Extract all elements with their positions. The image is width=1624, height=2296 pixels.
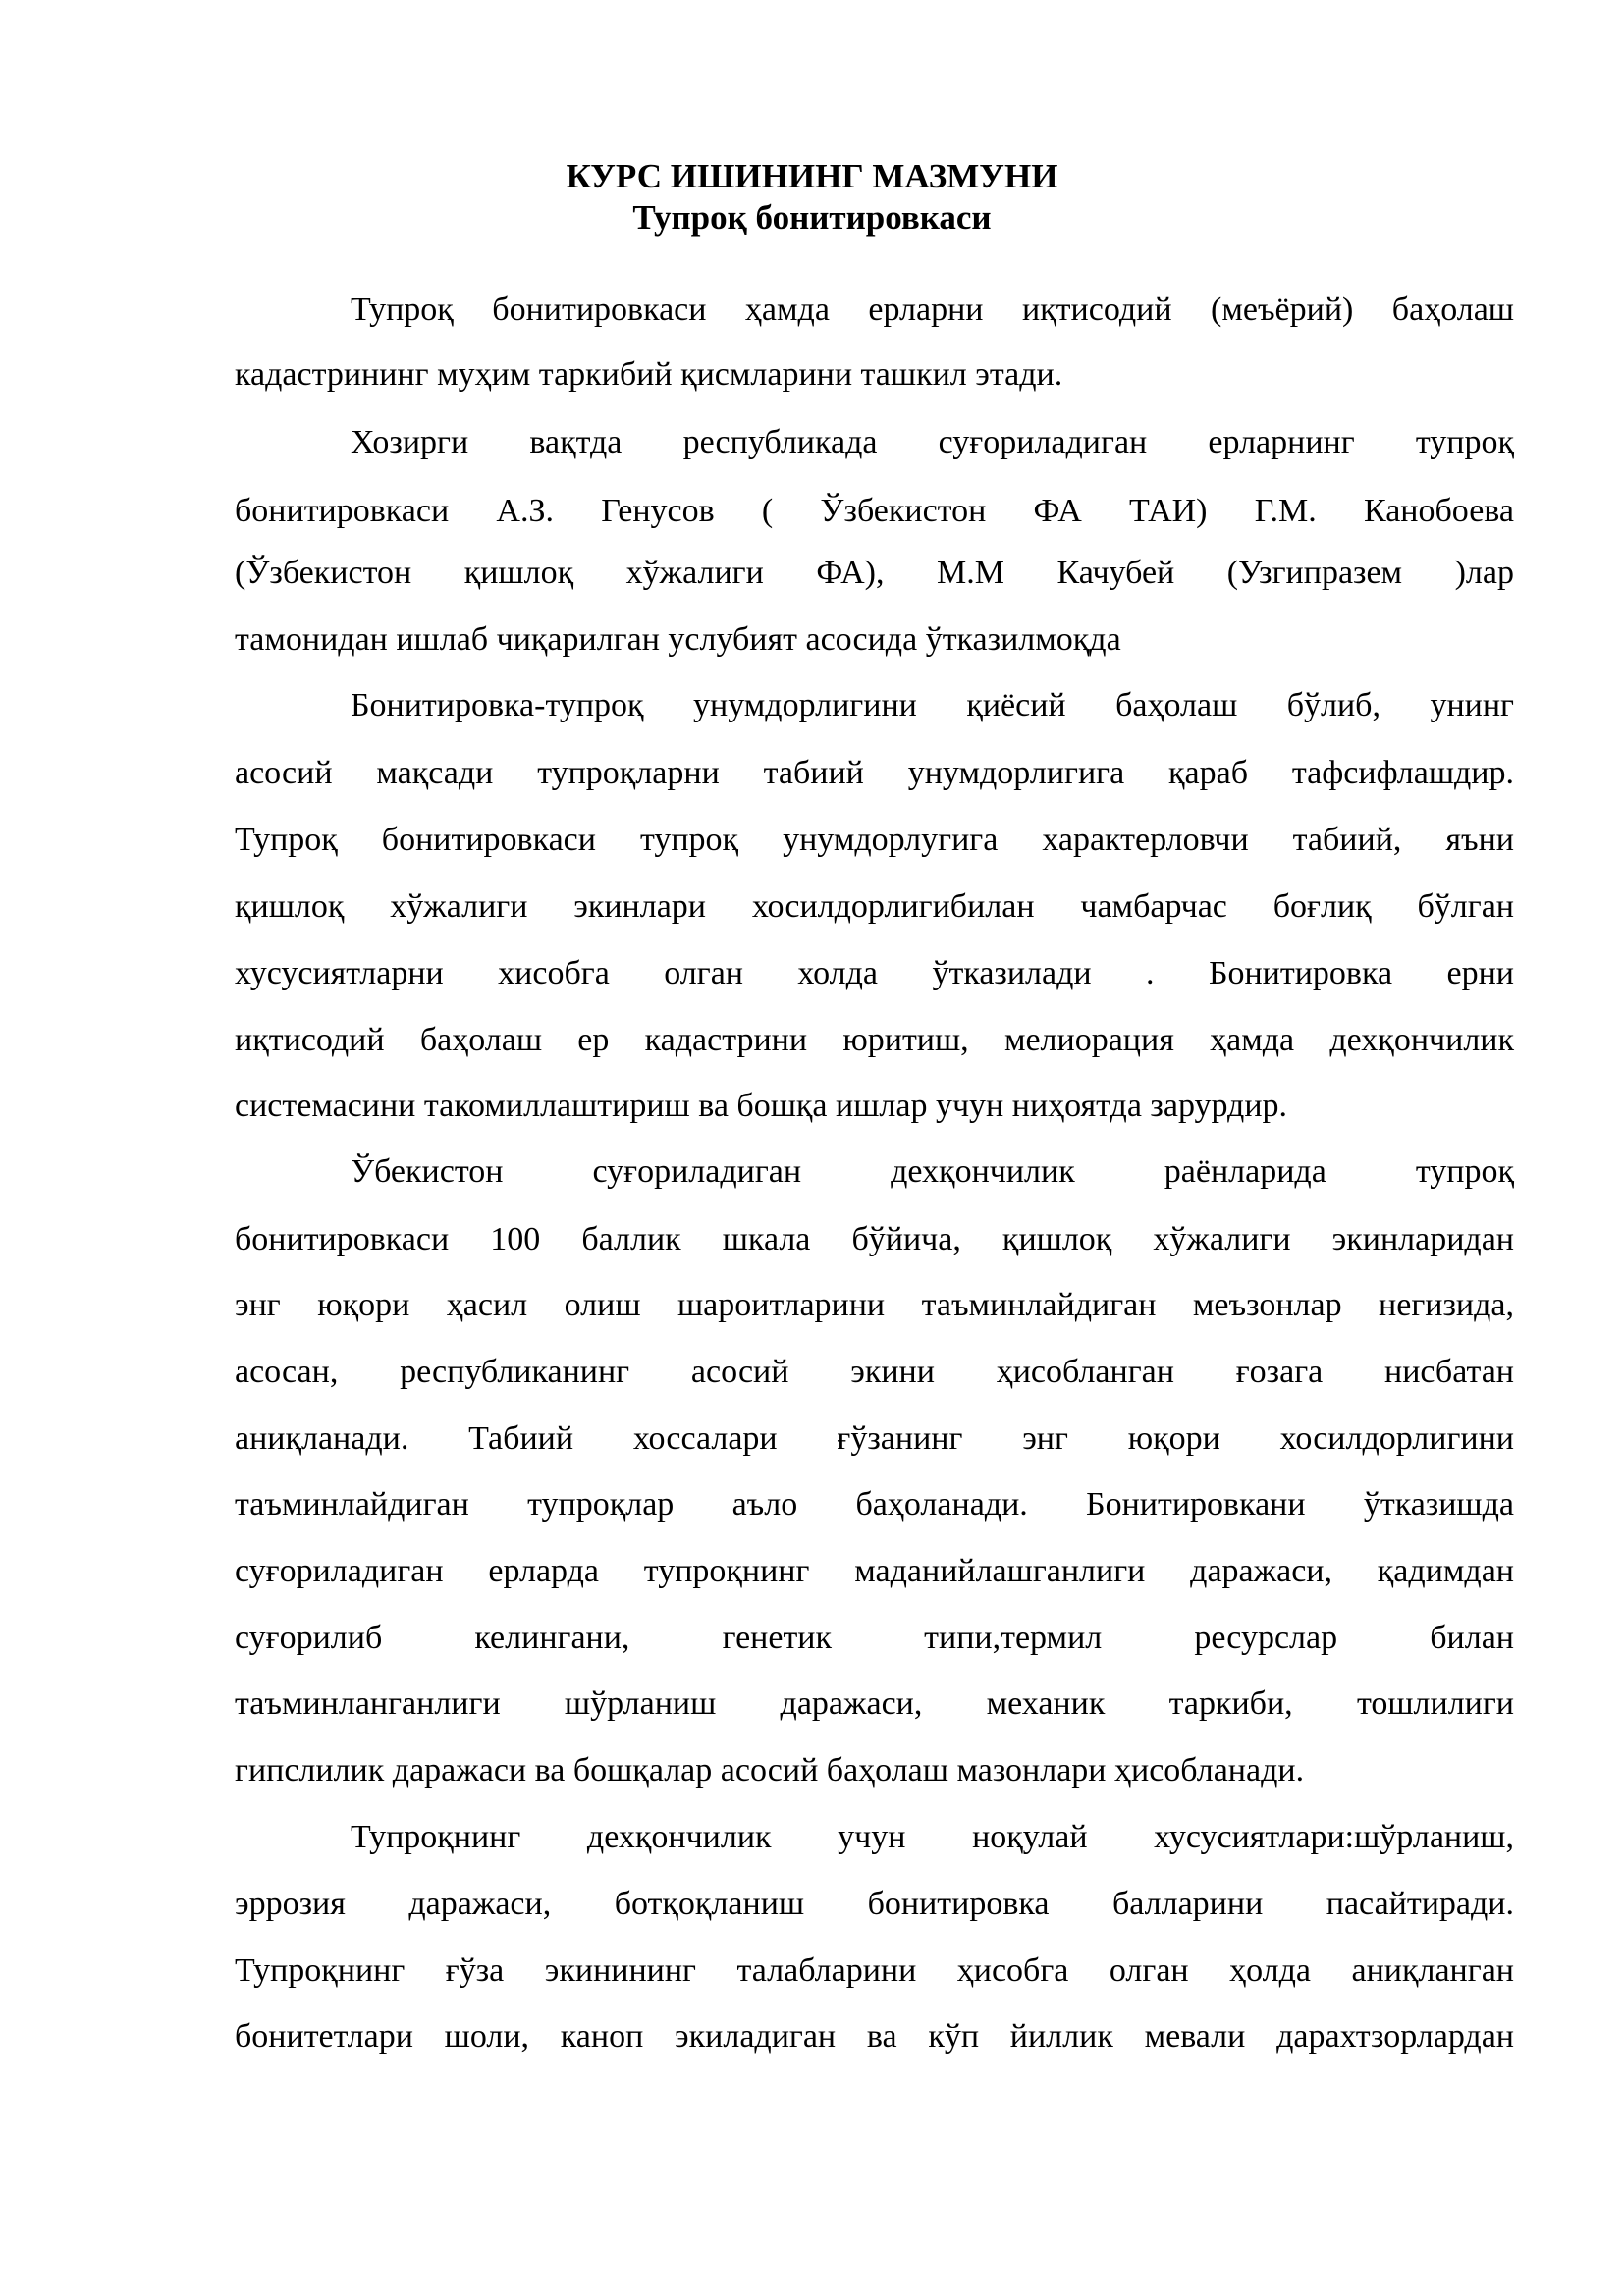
text-line: бонитировкаси А.З. Генусов ( Ўзбекистон ФА ТАИ) Г.М. Канобоева [235,493,1514,529]
text-line: суғориладиган ерларда тупроқнинг маданийлашганлиги даражаси, қадимдан [235,1553,1514,1589]
text-line: энг юқори ҳасил олиш шароитларини таъминлайдиган меъзонлар негизида, [235,1287,1514,1323]
text-line: гипслилик даражаси ва бошқалар асосий баҳолаш мазонлари ҳисобланади. [235,1752,1305,1789]
text-line: Хозирги вақтда республикада суғориладиган ерларнинг тупроқ [351,424,1514,460]
text-line: эррозия даражаси, ботқоқланиш бонитировка балларини пасайтиради. [235,1886,1514,1922]
text-line: таъминланганлиги шўрланиш даражаси, механик таркиби, тошлилиги [235,1685,1514,1722]
section-subtitle: Тупроқ бонитировкаси [632,198,992,237]
text-line: Ўбекистон суғориладиган дехқончилик раёнларида тупроқ [351,1153,1514,1190]
text-line: (Ўзбекистон қишлоқ хўжалиги ФА), М.М Качубей (Узгипразем )лар [235,555,1514,591]
text-line: иқтисодий баҳолаш ер кадастрини юритиш, мелиорация ҳамда дехқончилик [235,1022,1514,1058]
text-line: асосий мақсади тупроқларни табиий унумдорлигига қараб тафсифлашдир. [235,755,1514,791]
text-line: асосан, республиканинг асосий экини ҳисобланган ғозага нисбатан [235,1354,1514,1390]
text-line: Тупроқ бонитировкаси тупроқ унумдорлугига характерловчи табиий, яъни [235,822,1514,858]
text-line: кадастрининг муҳим таркибий қисмларини ташкил этади. [235,356,1063,393]
text-line: аниқланади. Табиий хоссалари ғўзанинг энг юқори хосилдорлигини [235,1420,1514,1457]
text-line: таъминлайдиган тупроқлар аъло баҳоланади. Бонитировкани ўтказишда [235,1486,1514,1522]
text-line: қишлоқ хўжалиги экинлари хосилдорлигибилан чамбарчас боғлиқ бўлган [235,888,1514,925]
text-line: Тупроқнинг дехқончилик учун ноқулай хусусиятлари:шўрланиш, [351,1819,1514,1855]
text-line: хусусиятларни хисобга олган холда ўтказилади . Бонитировка ерни [235,955,1514,991]
text-line: тамонидан ишлаб чиқарилган услубият асосида ўтказилмоқда [235,621,1121,658]
text-line: системасини такомиллаштириш ва бошқа ишлар учун ниҳоятда зарурдир. [235,1088,1288,1124]
text-line: бонитировкаси 100 баллик шкала бўйича, қишлоқ хўжалиги экинларидан [235,1221,1514,1257]
page-title: КУРС ИШИНИНГ МАЗМУНИ [566,157,1058,195]
text-line: бонитетлари шоли, каноп экиладиган ва кўп йиллик мевали дарахтзорлардан [235,2018,1514,2055]
text-line: Тупроқ бонитировкаси ҳамда ерларни иқтисодий (меъёрий) баҳолаш [351,292,1514,328]
text-line: суғорилиб келингани, генетик типи,термил ресурслар билан [235,1620,1514,1656]
text-line: Тупроқнинг ғўза экинининг талабларини ҳисобга олган ҳолда аниқланган [235,1952,1514,1989]
text-line: Бонитировка-тупроқ унумдорлигини қиёсий баҳолаш бўлиб, унинг [351,687,1514,723]
